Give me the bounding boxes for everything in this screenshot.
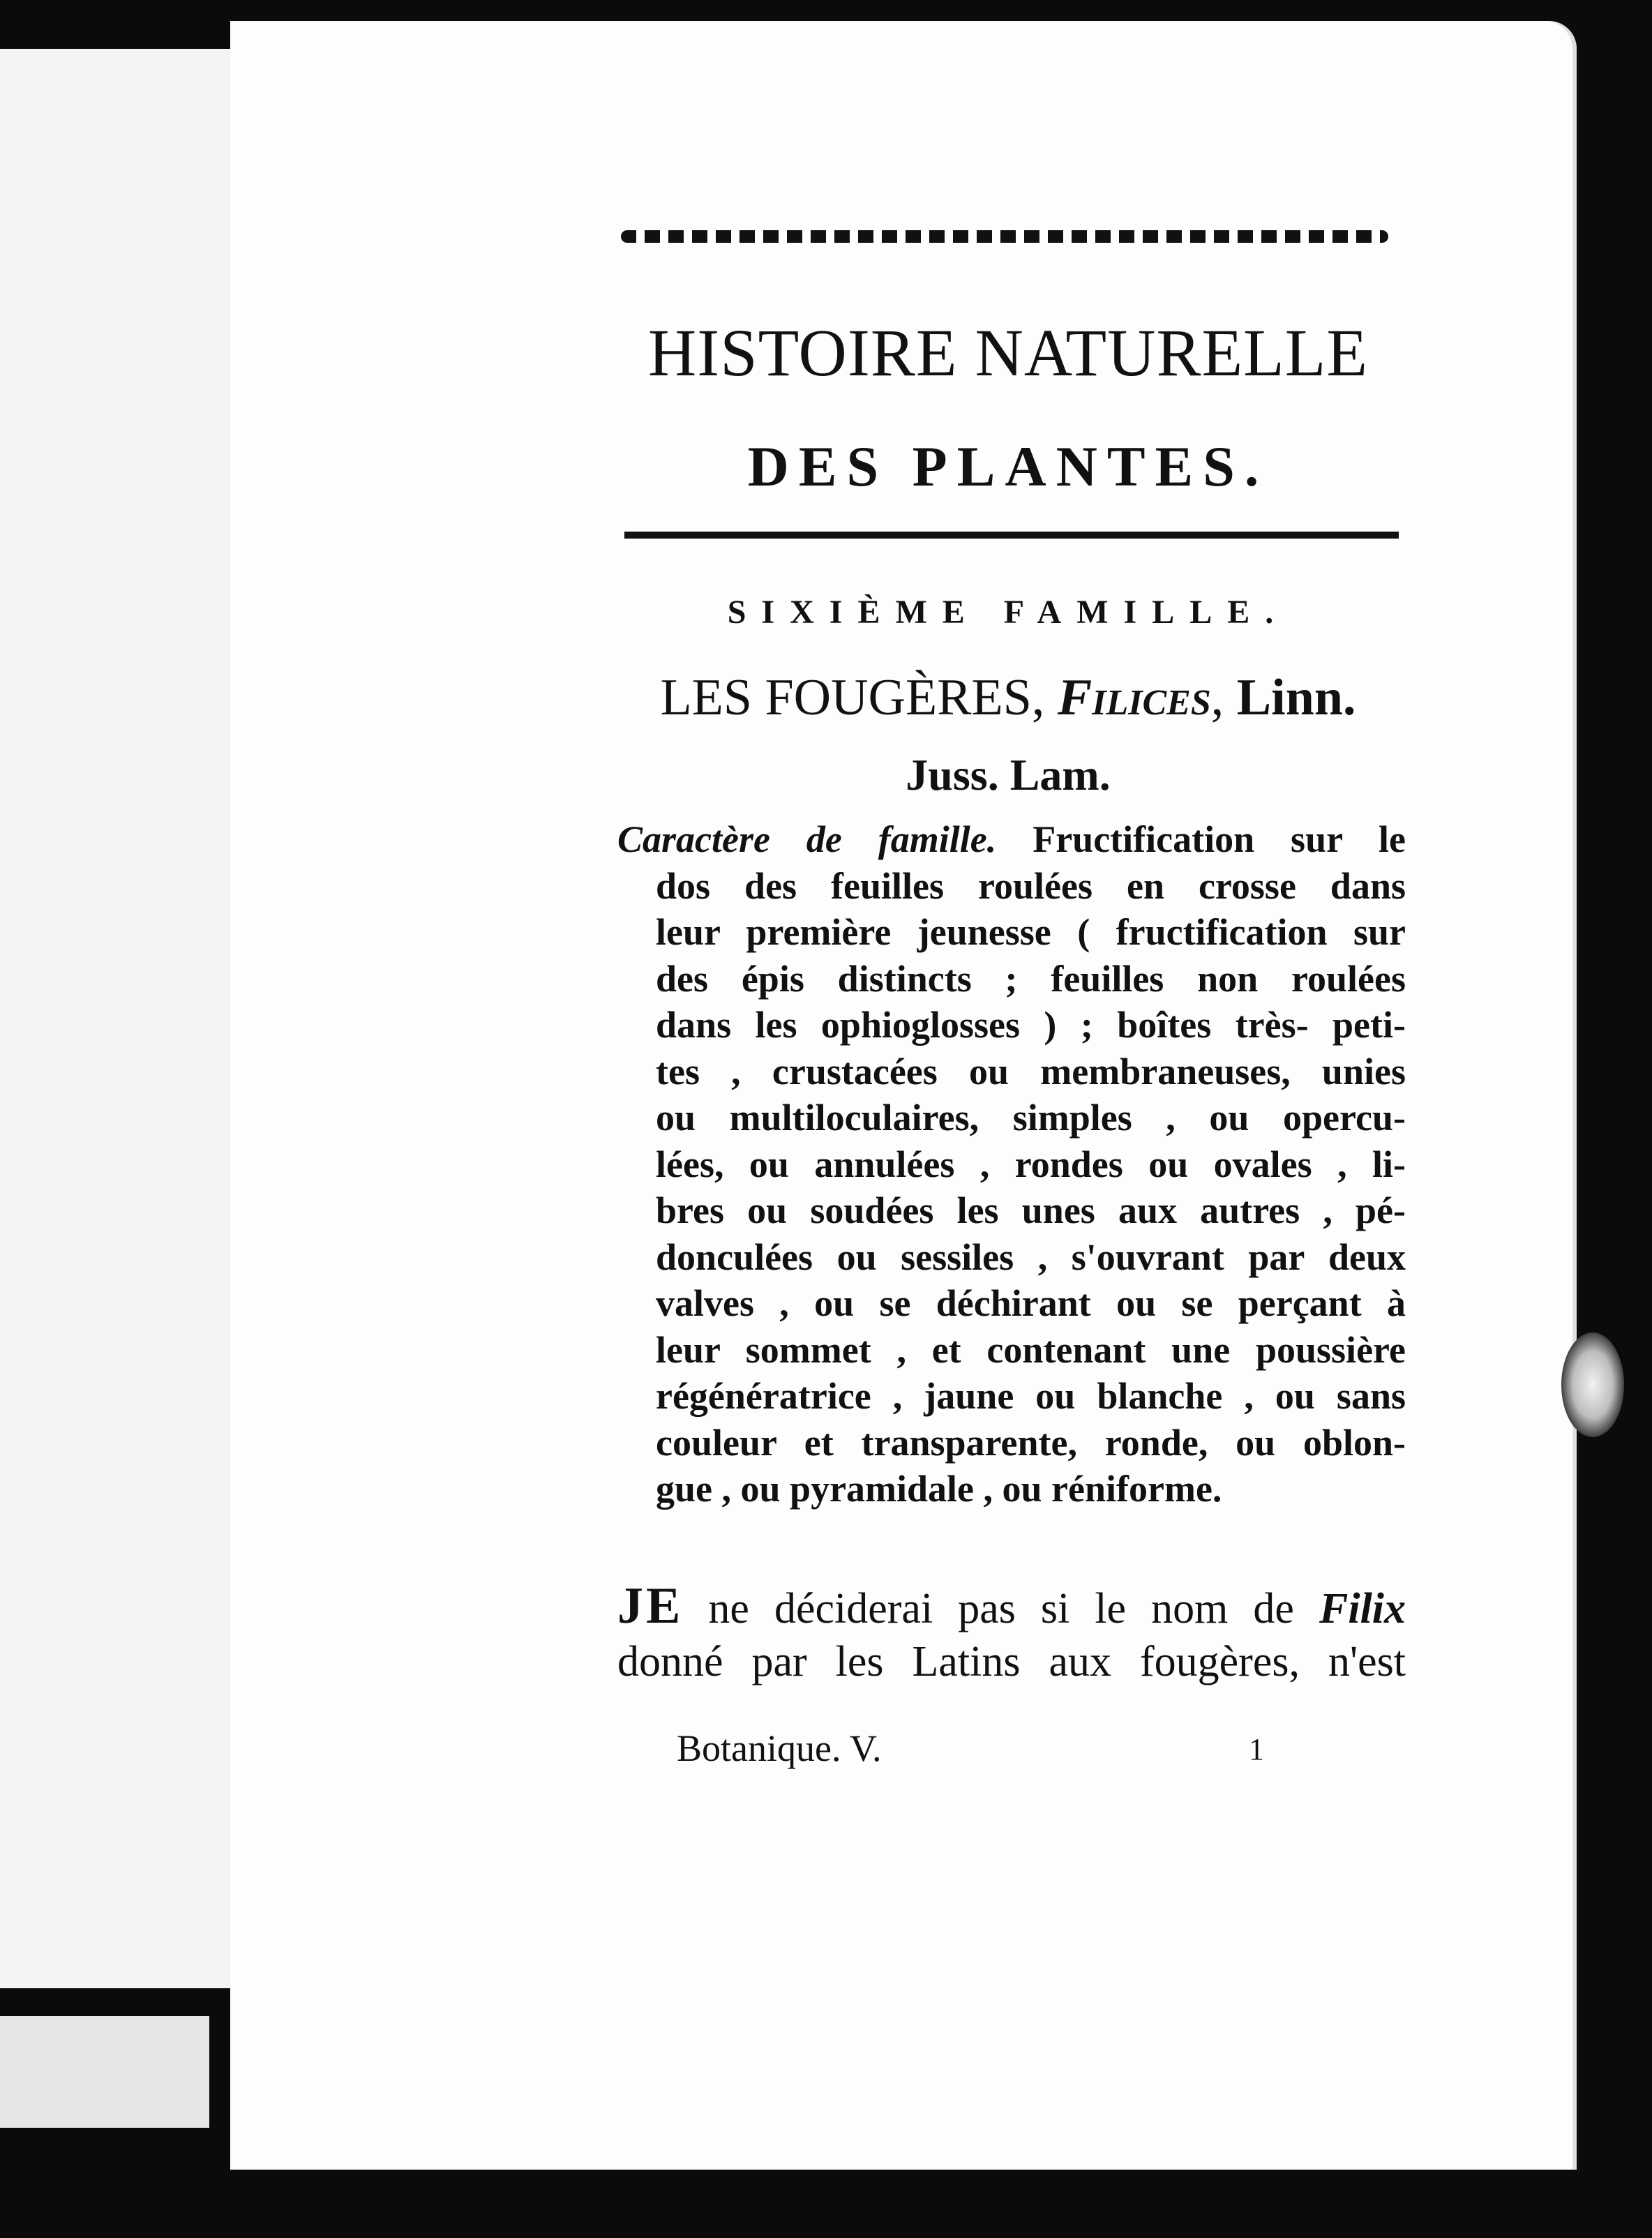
character-line: gue , ou pyramidale , ou réniforme. <box>656 1468 1222 1510</box>
character-line: couleur et transparente, ronde, ou oblon- <box>656 1421 1406 1464</box>
character-line: dans les ophioglosses ) ; boîtes très- peti- <box>656 1004 1406 1046</box>
family-character-description <box>617 816 1406 1512</box>
family-number-label: SIXIÈME FAMILLE. <box>727 594 1289 631</box>
paper-damage-spot <box>1561 1332 1624 1437</box>
body-line: donné par les Latins aux fougères, n'est <box>617 1638 1406 1685</box>
character-label: Caractère de famille. <box>617 818 997 860</box>
latin-word: Filix <box>1319 1585 1406 1632</box>
character-line: valves , ou se déchirant ou se perçant à <box>656 1282 1406 1324</box>
signature-number: 1 <box>1249 1732 1264 1766</box>
scan-border <box>230 2170 1652 2238</box>
character-line: régénératrice , jaune ou blanche , ou sans <box>656 1375 1406 1417</box>
ornamental-rule-top <box>621 230 1388 243</box>
character-line: bres ou soudées les unes aux autres , pé- <box>656 1189 1406 1231</box>
family-authors: Juss. Lam. <box>906 750 1111 799</box>
character-line: lées, ou annulées , rondes ou ovales , li- <box>656 1143 1406 1185</box>
title-divider <box>624 532 1399 539</box>
family-heading: LES FOUGÈRES, Filices, Linn. <box>660 669 1356 726</box>
signature-mark: Botanique. V. <box>677 1727 882 1769</box>
body-line: JE ne déciderai pas si le nom de Filix <box>617 1578 1406 1634</box>
family-name: LES FOUGÈRES <box>660 669 1032 726</box>
page-title: HISTOIRE NATURELLE <box>647 315 1369 390</box>
character-line: dos des feuilles roulées en crosse dans <box>656 864 1406 907</box>
page-subtitle: DES PLANTES. <box>747 435 1269 498</box>
character-line: des épis distincts ; feuilles non roulées <box>656 957 1406 1000</box>
character-line: leur première jeunesse ( fructification sur <box>656 911 1406 953</box>
left-facing-page <box>0 49 233 1988</box>
drop-cap: JE <box>617 1578 684 1634</box>
character-line: donculées ou sessiles , s'ouvrant par deux <box>656 1236 1406 1278</box>
character-line: ou multiloculaires, simples , ou opercu- <box>656 1097 1406 1139</box>
character-line: leur sommet , et contenant une poussière <box>656 1328 1406 1371</box>
book-page <box>230 21 1577 2170</box>
character-line: tes , crustacées ou membraneuses, unies <box>656 1050 1406 1092</box>
left-page-edge <box>0 2016 209 2128</box>
character-line: Caractère de famille. Fructification sur le <box>617 818 1406 860</box>
body-paragraph <box>617 1578 1406 1690</box>
family-author-linnaeus: Linn. <box>1236 669 1356 726</box>
family-latin-name: Filices <box>1057 669 1211 726</box>
